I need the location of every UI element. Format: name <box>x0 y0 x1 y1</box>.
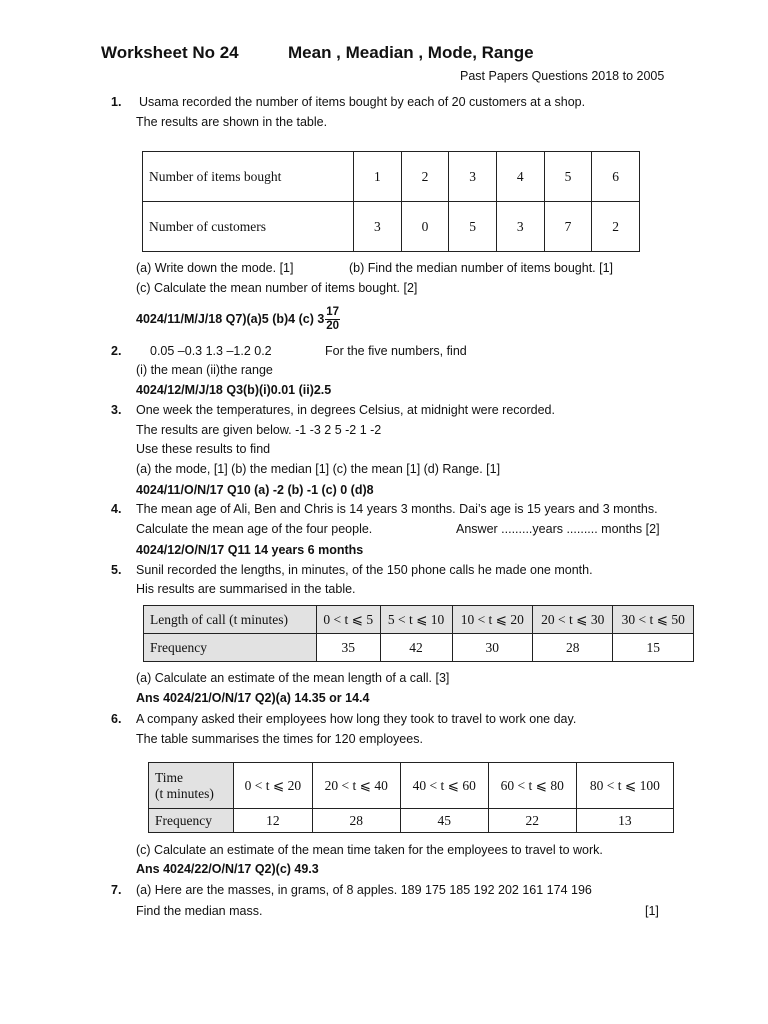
q1-number: 1. <box>111 95 122 109</box>
q1-table-row-items <box>143 152 640 202</box>
q6-interval: 40 < t ⩽ 60 <box>400 763 488 809</box>
q1-cell: 2 <box>401 152 449 202</box>
q1-line2: The results are shown in the table. <box>136 115 328 129</box>
q4-answer: 4024/12/O/N/17 Q11 14 years 6 months <box>136 543 364 557</box>
q5-interval: 10 < t ⩽ 20 <box>452 606 532 634</box>
q1-part-a: (a) Write down the mode. [1] <box>136 261 294 275</box>
fraction-denominator: 20 <box>326 320 340 332</box>
q4-number: 4. <box>111 502 122 516</box>
q4-line1: The mean age of Ali, Ben and Chris is 14 years 3 months. Dai’s age is 15 years and 3 months. <box>136 502 658 516</box>
q6-frequency: 28 <box>312 809 400 833</box>
q1-answer-text: 4024/11/M/J/18 Q7)(a)5 (b)4 (c) 3 <box>136 311 325 326</box>
q6-frequency: 22 <box>488 809 576 833</box>
q5-table-header-row <box>144 606 694 634</box>
q5-interval: 20 < t ⩽ 30 <box>533 606 613 634</box>
q1-part-b: (b) Find the median number of items bought. [1] <box>349 261 614 275</box>
q2-answer: 4024/12/M/J/18 Q3(b)(i)0.01 (ii)2.5 <box>136 383 332 397</box>
q3-line1: One week the temperatures, in degrees Celsius, at midnight were recorded. <box>136 403 555 417</box>
q6-table-header-row <box>149 763 674 809</box>
worksheet-title: Worksheet No 24 <box>101 43 239 62</box>
worksheet-source: Past Papers Questions 2018 to 2005 <box>460 69 665 83</box>
q1-row1-label: Number of items bought <box>143 152 354 202</box>
q6-interval: 60 < t ⩽ 80 <box>488 763 576 809</box>
q6-interval: 80 < t ⩽ 100 <box>576 763 673 809</box>
q3-number: 3. <box>111 403 122 417</box>
q5-answer: Ans 4024/21/O/N/17 Q2)(a) 14.35 or 14.4 <box>136 691 370 705</box>
q5-frequency: 15 <box>613 634 694 662</box>
q1-cell: 3 <box>449 152 497 202</box>
q7-mark: [1] <box>645 904 659 918</box>
q5-table <box>143 605 694 662</box>
q6-frequency: 12 <box>234 809 313 833</box>
q3-line3: Use these results to find <box>136 442 271 456</box>
q5-frequency: 28 <box>533 634 613 662</box>
q7-line2: Find the median mass. <box>136 904 263 918</box>
q5-number: 5. <box>111 563 122 577</box>
q1-cell: 4 <box>496 152 544 202</box>
q1-row2-label: Number of customers <box>143 202 354 252</box>
q1-cell: 1 <box>354 152 402 202</box>
q1-part-c: (c) Calculate the mean number of items bought. [2] <box>136 281 418 295</box>
q1-answer <box>136 306 340 333</box>
q5-interval: 30 < t ⩽ 50 <box>613 606 694 634</box>
q5-interval: 5 < t ⩽ 10 <box>380 606 452 634</box>
q5-frequency: 35 <box>317 634 381 662</box>
q2-parts: (i) the mean (ii)the range <box>136 363 273 377</box>
q5-header-label: Length of call (t minutes) <box>144 606 317 634</box>
q1-cell: 3 <box>354 202 402 252</box>
fraction-numerator: 17 <box>326 306 340 318</box>
q6-header-label <box>149 763 234 809</box>
q6-interval: 0 < t ⩽ 20 <box>234 763 313 809</box>
q1-cell: 6 <box>592 152 640 202</box>
q5-frequency-label: Frequency <box>144 634 317 662</box>
q4-answer-blank: Answer .........years ......... months [2] <box>456 522 660 536</box>
q2-number: 2. <box>111 344 122 358</box>
q6-line2: The table summarises the times for 120 employees. <box>136 732 423 746</box>
q6-line1: A company asked their employees how long they took to travel to work one day. <box>136 712 577 726</box>
q6-frequency-label: Frequency <box>149 809 234 833</box>
q7-number: 7. <box>111 883 122 897</box>
q1-table <box>142 151 640 252</box>
q3-answer: 4024/11/O/N/17 Q10 (a) -2 (b) -1 (c) 0 (d)8 <box>136 483 374 497</box>
q6-part-c: (c) Calculate an estimate of the mean time taken for the employees to travel to work. <box>136 843 603 857</box>
q1-cell: 0 <box>401 202 449 252</box>
q7-line1: (a) Here are the masses, in grams, of 8 apples. 189 175 185 192 202 161 174 196 <box>136 883 592 897</box>
q1-cell: 3 <box>496 202 544 252</box>
q1-cell: 5 <box>449 202 497 252</box>
worksheet-topic: Mean , Meadian , Mode, Range <box>288 43 534 62</box>
q6-frequency: 13 <box>576 809 673 833</box>
q6-table-frequency-row <box>149 809 674 833</box>
q6-header-label-line1: Time <box>155 769 184 785</box>
q1-cell: 5 <box>544 152 592 202</box>
q5-interval: 0 < t ⩽ 5 <box>317 606 381 634</box>
q1-answer-fraction <box>325 306 340 333</box>
q6-frequency: 45 <box>400 809 488 833</box>
q1-cell: 7 <box>544 202 592 252</box>
q1-table-row-customers <box>143 202 640 252</box>
q5-frequency: 30 <box>452 634 532 662</box>
q1-cell: 2 <box>592 202 640 252</box>
q3-line2: The results are given below. -1 -3 2 5 -2 1 -2 <box>136 423 382 437</box>
q3-line4: (a) the mode, [1] (b) the median [1] (c) the mean [1] (d) Range. [1] <box>136 462 501 476</box>
q4-line2: Calculate the mean age of the four people. <box>136 522 373 536</box>
q6-answer: Ans 4024/22/O/N/17 Q2)(c) 49.3 <box>136 862 319 876</box>
q5-line2: His results are summarised in the table. <box>136 582 356 596</box>
q5-frequency: 42 <box>380 634 452 662</box>
q2-instruction: For the five numbers, find <box>325 344 467 358</box>
q6-interval: 20 < t ⩽ 40 <box>312 763 400 809</box>
q5-part-a: (a) Calculate an estimate of the mean length of a call. [3] <box>136 671 450 685</box>
q6-table <box>148 762 674 833</box>
q5-line1: Sunil recorded the lengths, in minutes, of the 150 phone calls he made one month. <box>136 563 593 577</box>
q6-header-label-line2: (t minutes) <box>155 785 214 801</box>
q5-table-frequency-row <box>144 634 694 662</box>
q1-line1: Usama recorded the number of items bought by each of 20 customers at a shop. <box>139 95 586 109</box>
q6-number: 6. <box>111 712 122 726</box>
q2-numbers: 0.05 –0.3 1.3 –1.2 0.2 <box>150 344 272 358</box>
